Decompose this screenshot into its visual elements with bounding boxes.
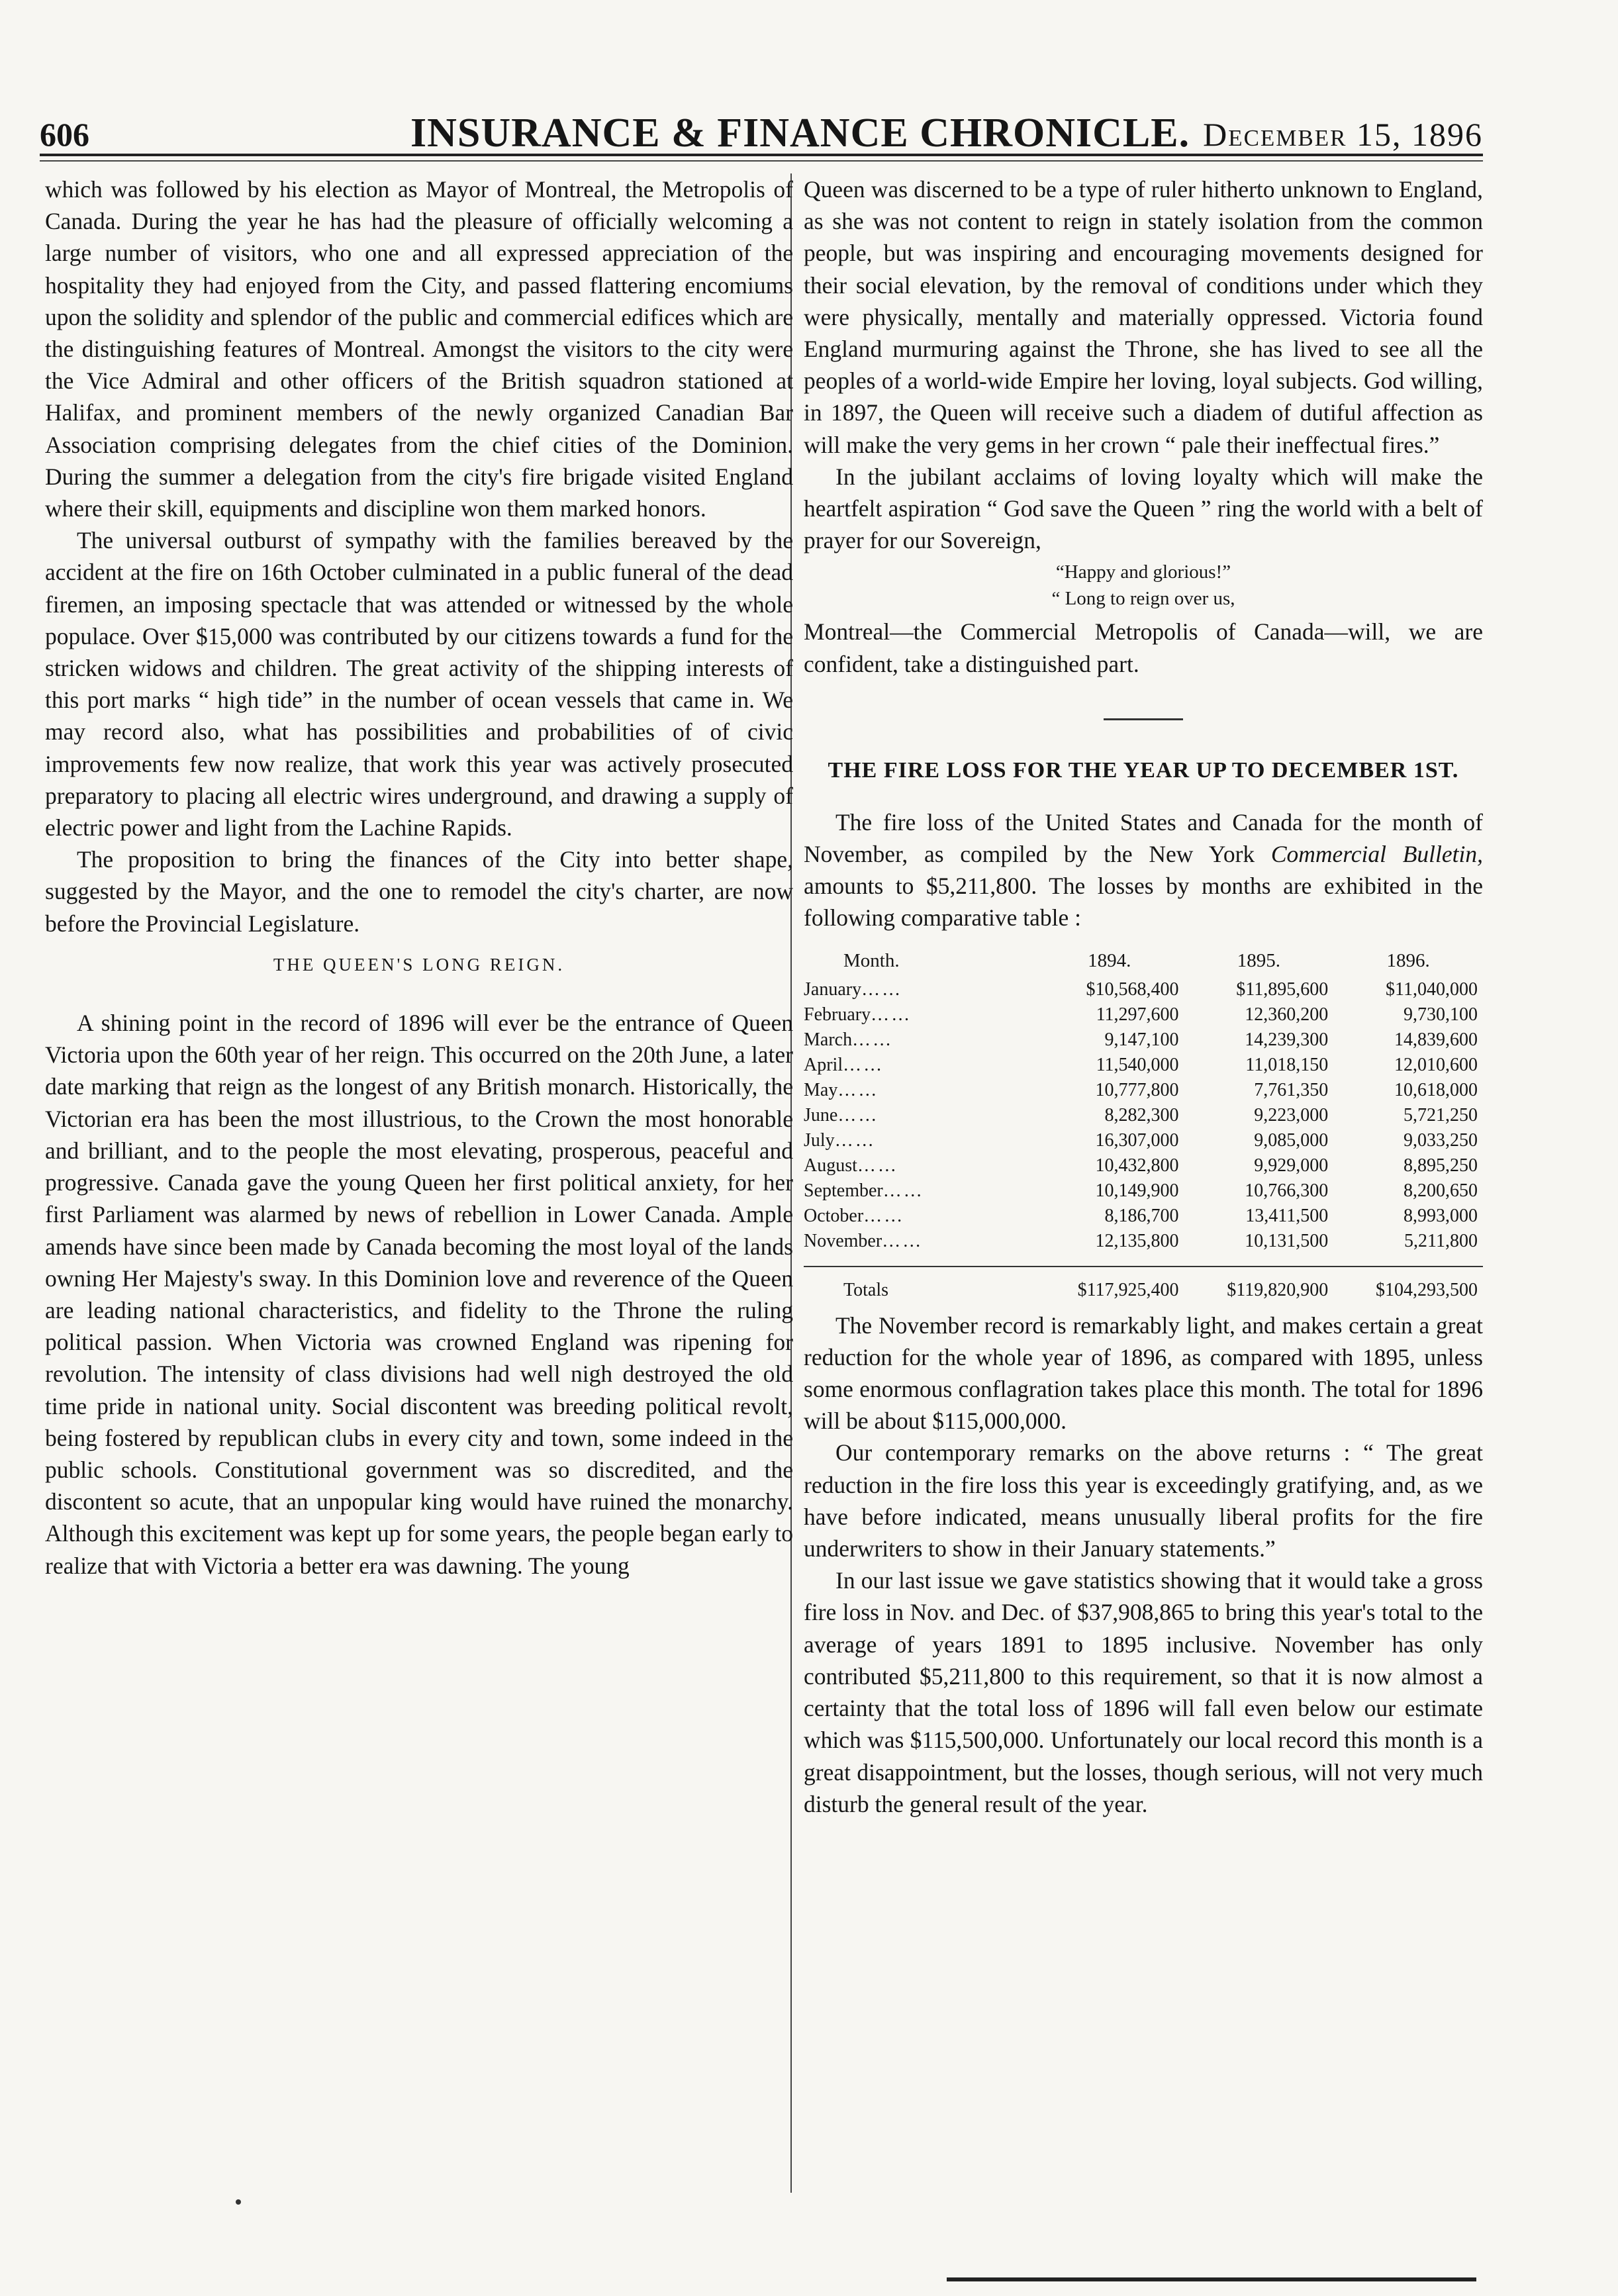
- value-cell: 8,186,700: [1104, 1205, 1179, 1226]
- paragraph: The proposition to bring the finances of the City into better shape, suggested by the Mayor, and the one to remodel the city's charter, are now before the Provincial Legislature.: [45, 846, 793, 937]
- month-label: October: [804, 1205, 864, 1226]
- table-row: [804, 1053, 1483, 1078]
- print-speck: [236, 2199, 241, 2205]
- value-cell: 9,929,000: [1254, 1155, 1329, 1176]
- fire-loss-table: [804, 947, 1483, 1303]
- value-cell: 11,540,000: [1096, 1054, 1179, 1075]
- leader-dots: ……: [861, 979, 903, 1000]
- paragraph: A shining point in the record of 1896 will ever be the entrance of Queen Victoria upon the 60th year of her reign. This occurred on the 20th June, a later date marking that reign as the longest of any British monarch. Historically, the Victorian era has been the most illustrious, to the Crown the most honorable and brilliant, and to the people the most elevating, prosperous, peaceful and progressive. Canada gave the young Queen her first political anxiety, for her first Parliament was alarmed by news of rebellion in Lower Canada. Ample amends have since been made by Canada becoming the most loyal of the lands owning Her Majesty's sway. In this Dominion love and reverence of the Queen are leading national characteristics, and fidelity to the Throne the ruling political passion. When Victoria was crowned England was ripening for revolution. The intensity of class divisions had well nigh destroyed the old time pride in national unity. Social discontent was breeding political revolt, being fostered by republican clubs in every city and town, some indeed in the public schools. Constitutional government was so discredited, and the discontent so acute, that an unpopular king would have ruined the monarchy. Although this excitement was kept up for some years, the people began early to realize that with Victoria a better era was dawning. The young: [45, 1010, 793, 1579]
- total-cell: $117,925,400: [1077, 1279, 1179, 1300]
- month-cell: [804, 1204, 1035, 1229]
- value-cell: 13,411,500: [1245, 1205, 1329, 1226]
- value-cell: 10,766,300: [1245, 1180, 1329, 1201]
- paragraph: which was followed by his election as Mayor of Montreal, the Metropolis of Canada. During the year he has had the pleasure of officially welcoming a large number of visitors, who one and all expressed appreciation of the hospitality they had enjoyed from the City, and passed flattering encomiums upon the solidity and splendor of the public and commercial edifices which are the distinguishing features of Montreal. Amongst the visitors to the city were the Vice Admiral and other officers of the British squadron stationed at Halifax, and prominent members of the newly organized Canadian Bar Association comprising delegates from the chief cities of the Dominion. During the summer a delegation from the city's fire brigade visited England where their skill, equipments and discipline won them marked honors.: [45, 176, 793, 522]
- column-header: 1894.: [1088, 949, 1131, 971]
- text-run: The fire loss of the United States and Canada for the month of November, as compiled by the New York: [804, 808, 1483, 868]
- text-run: amounts to $5,211,800. The losses by months are exhibited in the following comparative table :: [804, 873, 1483, 932]
- month-label: March: [804, 1029, 853, 1050]
- month-cell: [804, 1128, 1035, 1153]
- value-cell: 10,618,000: [1394, 1079, 1478, 1100]
- column-header: 1896.: [1386, 949, 1430, 971]
- paragraph: The November record is remarkably light, and makes certain a great reduction for the whole year of 1896, as compared with 1895, unless some enormous conflagration takes place this month. The total for 1896 will be about $115,000,000.: [804, 1312, 1483, 1435]
- table-row: [804, 1229, 1483, 1267]
- leader-dots: ……: [852, 1029, 894, 1050]
- leader-dots: ……: [837, 1104, 879, 1125]
- month-cell: [804, 1002, 1035, 1028]
- value-cell: 11,297,600: [1096, 1004, 1179, 1025]
- leader-dots: ……: [871, 1004, 912, 1025]
- table-row: [804, 1002, 1483, 1028]
- value-cell: 11,018,150: [1245, 1054, 1329, 1075]
- left-column: [45, 173, 793, 1582]
- page-number: 606: [40, 116, 89, 153]
- value-cell: $10,568,400: [1086, 979, 1179, 1000]
- paragraph: Queen was discerned to be a type of ruler hitherto unknown to England, as she was not content to reign in stately isolation from the common people, but was inspiring and encouraging movements designed for their social elevation, by the removal of conditions under which they were physically, mentally and materially oppressed. Victoria found England murmuring against the Throne, she has lived to see all the peoples of a world-wide Empire her loving, loyal subjects. God willing, in 1897, the Queen will receive such a diadem of dutiful affection as will make the very gems in her crown “ pale their ineffectual fires.”: [804, 176, 1483, 458]
- month-cell: [804, 1028, 1035, 1053]
- value-cell: 9,085,000: [1254, 1129, 1329, 1151]
- month-label: May: [804, 1079, 838, 1100]
- month-label: January: [804, 979, 862, 1000]
- totals-row: [804, 1267, 1483, 1303]
- page-header: [40, 106, 1483, 159]
- leader-dots: ……: [857, 1155, 898, 1176]
- paragraph: Our contemporary remarks on the above returns : “ The great reduction in the fire loss this year is exceedingly gratifying, and, as we have before indicated, means unusually liberal profits for the fire underwriters to show in their January statements.”: [804, 1439, 1483, 1562]
- leader-dots: ……: [837, 1079, 879, 1100]
- month-label: April: [804, 1054, 843, 1075]
- value-cell: 8,895,250: [1404, 1155, 1478, 1176]
- value-cell: 7,761,350: [1254, 1079, 1329, 1100]
- month-cell: [804, 1078, 1035, 1103]
- paragraph: [804, 806, 1483, 934]
- month-cell: [804, 1178, 1035, 1204]
- column-header: Month.: [843, 949, 900, 971]
- month-cell: [804, 1229, 1035, 1267]
- table-row: [804, 1178, 1483, 1204]
- value-cell: 10,131,500: [1184, 1229, 1334, 1267]
- quote-line: “Happy and glorious!”: [1055, 561, 1231, 583]
- table-row: [804, 1128, 1483, 1153]
- table-row: [804, 1153, 1483, 1178]
- table-row: [804, 1103, 1483, 1128]
- issue-date: December 15, 1896: [1203, 116, 1483, 153]
- section-divider: [1104, 718, 1183, 720]
- value-cell: 9,147,100: [1104, 1029, 1179, 1050]
- total-cell: $104,293,500: [1376, 1279, 1478, 1300]
- total-cell: $119,820,900: [1227, 1279, 1329, 1300]
- value-cell: 10,432,800: [1095, 1155, 1179, 1176]
- footer-rule: [947, 2277, 1476, 2281]
- column-header: 1895.: [1237, 949, 1281, 971]
- value-cell: 12,360,200: [1245, 1004, 1329, 1025]
- publication-name: Commercial Bulletin,: [1270, 841, 1483, 868]
- value-cell: 10,149,900: [1095, 1180, 1179, 1201]
- month-label: August: [804, 1155, 857, 1176]
- table-row: [804, 1204, 1483, 1229]
- leader-dots: ……: [863, 1205, 905, 1226]
- month-label: September: [804, 1180, 883, 1201]
- paragraph: Montreal—the Commercial Metropolis of Canada—will, we are confident, take a distinguished part.: [804, 618, 1483, 677]
- value-cell: 5,211,800: [1333, 1229, 1483, 1267]
- quote-line: “ Long to reign over us,: [1051, 588, 1235, 610]
- table-header-row: [804, 947, 1483, 977]
- value-cell: 8,200,650: [1404, 1180, 1478, 1201]
- value-cell: 8,993,000: [1404, 1205, 1478, 1226]
- month-cell: [804, 1053, 1035, 1078]
- table-body: [804, 977, 1483, 1303]
- journal-title: INSURANCE & FINANCE CHRONICLE.: [410, 111, 1190, 156]
- value-cell: 5,721,250: [1404, 1104, 1478, 1125]
- value-cell: $11,040,000: [1386, 979, 1478, 1000]
- month-label: November: [804, 1230, 882, 1251]
- value-cell: 9,730,100: [1404, 1004, 1478, 1025]
- leader-dots: ……: [882, 1230, 924, 1251]
- value-cell: 9,223,000: [1254, 1104, 1329, 1125]
- table-row: [804, 1078, 1483, 1103]
- paragraph: The universal outburst of sympathy with the families bereaved by the accident at the fire on 16th October culminated in a public funeral of the dead firemen, an imposing spectacle that was attended or witnessed by the whole populace. Over $15,000 was contributed by our citizens towards a fund for the stricken widows and children. The great activity of the shipping interests of this port marks “ high tide” in the number of ocean vessels that came in. We may record also, what has possibilities and probabilities of of civic improvements few now realize, that work this year was actively prosecuted preparatory to placing all electric wires underground, and drawing a supply of electric power and light from the Lachine Rapids.: [45, 527, 793, 841]
- month-label: July: [804, 1129, 835, 1151]
- value-cell: 14,239,300: [1245, 1029, 1329, 1050]
- section-subheading: THE QUEEN'S LONG REIGN.: [273, 954, 565, 975]
- month-cell: [804, 1103, 1035, 1128]
- totals-label: Totals: [843, 1279, 889, 1300]
- table-row: [804, 977, 1483, 1002]
- value-cell: 12,135,800: [1035, 1229, 1184, 1267]
- leader-dots: ……: [882, 1180, 924, 1201]
- value-cell: $11,895,600: [1236, 979, 1329, 1000]
- value-cell: 16,307,000: [1095, 1129, 1179, 1151]
- value-cell: 9,033,250: [1404, 1129, 1478, 1151]
- month-label: February: [804, 1004, 871, 1025]
- header-rule-thin: [40, 160, 1483, 162]
- paragraph: In our last issue we gave statistics showing that it would take a gross fire loss in Nov. and Dec. of $37,908,865 to bring this year's total to the average of years 1891 to 1895 inclusive. November has only contributed $5,211,800 to this requirement, so that it is now almost a certainty that the total loss of 1896 will fall even below our estimate which was $115,500,000. Unfortunately our local record this month is a great disappointment, but the losses, though serious, will not very much disturb the general result of the year.: [804, 1567, 1483, 1817]
- table-row: [804, 1028, 1483, 1053]
- value-cell: 8,282,300: [1104, 1104, 1179, 1125]
- paragraph: In the jubilant acclaims of loving loyalty which will make the heartfelt aspiration “ God save the Queen ” ring the world with a belt of prayer for our Sovereign,: [804, 463, 1483, 554]
- leader-dots: ……: [843, 1054, 884, 1075]
- month-label: June: [804, 1104, 838, 1125]
- value-cell: 14,839,600: [1394, 1029, 1478, 1050]
- month-cell: [804, 1153, 1035, 1178]
- value-cell: 10,777,800: [1095, 1079, 1179, 1100]
- header-rule: [40, 154, 1483, 156]
- value-cell: 12,010,600: [1394, 1054, 1478, 1075]
- right-column: [804, 173, 1483, 1820]
- leader-dots: ……: [834, 1129, 876, 1151]
- month-cell: [804, 977, 1035, 1002]
- article-headline: THE FIRE LOSS FOR THE YEAR UP TO DECEMBER 1ST.: [828, 757, 1459, 783]
